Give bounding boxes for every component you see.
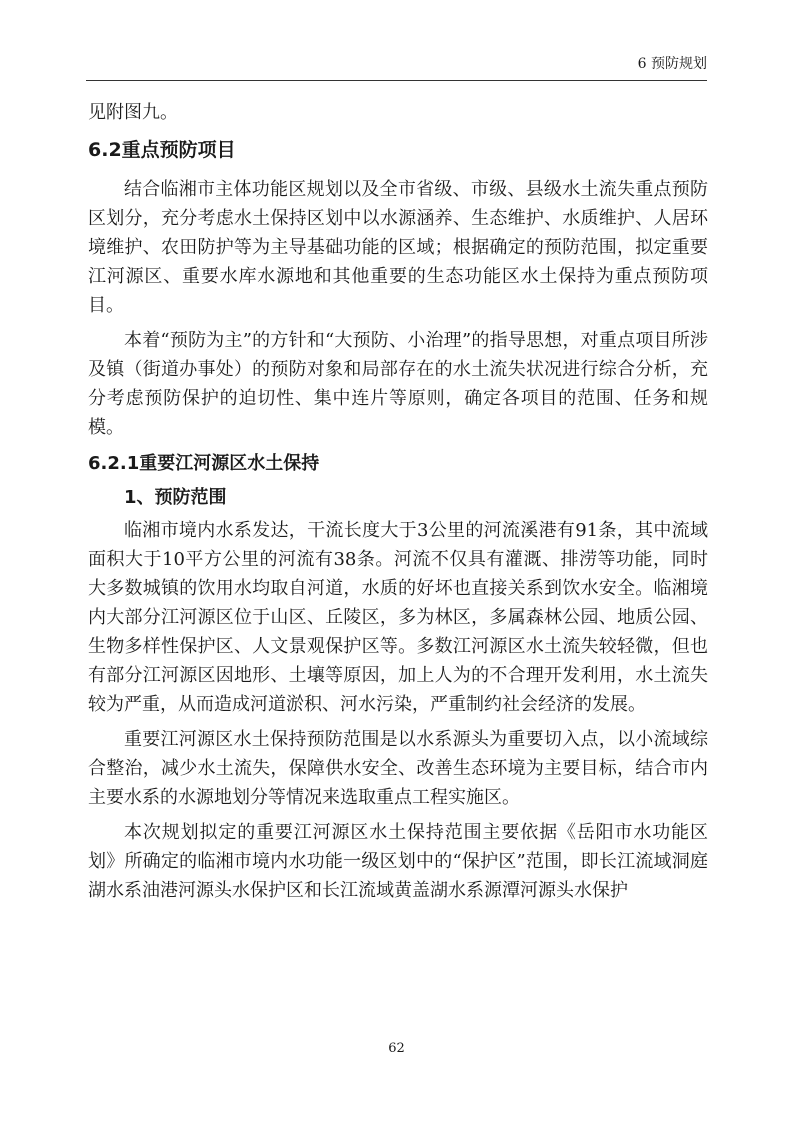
section-heading-6-2: 6.2重点预防项目 [88, 139, 236, 161]
paragraph-1: 结合临湘市主体功能区规划以及全市省级、市级、县级水土流失重点预防区划分，充分考虑水土保持区划中以水源涵养、生态维护、水质维护、人居环境维护、农田防护等为主导基础功能的区域；根据确定的预防范围，拟定重要江河源区、重要水库水源地和其他重要的生态功能区水土保持为重点预防项目。 [88, 179, 708, 316]
page-footer [0, 1041, 793, 1056]
paragraph-4: 重要江河源区水土保持预防范围是以水系源头为重要切入点，以小流域综合整治，减少水土流失，保障供水安全、改善生态环境为主要目标，结合市内主要水系的水源地划分等情况来选取重点工程实施区。 [88, 729, 708, 808]
paragraph-2: 本着“预防为主”的方针和“大预防、小治理”的指导思想，对重点项目所涉及镇（街道办事处）的预防对象和局部存在的水土流失状况进行综合分析，充分考虑预防保护的迫切性、集中连片等原则，确定各项目的范围、任务和规模。 [88, 330, 708, 438]
section-heading-6-2-1: 6.2.1重要江河源区水土保持 [88, 453, 320, 474]
subheading-prevention-scope: 1、预防范围 [124, 487, 227, 508]
running-header [86, 54, 707, 81]
paragraph-5: 本次规划拟定的重要江河源区水土保持范围主要依据《岳阳市水功能区划》所确定的临湘市境内水功能一级区划中的“保护区”范围，即长江流域洞庭湖水系油港河源头水保护区和长江流域黄盖湖水系源潭河源头水保护 [88, 822, 708, 901]
chapter-title: 6 预防规划 [637, 56, 707, 72]
page-number: 62 [388, 1041, 405, 1056]
paragraph-3: 临湘市境内水系发达，干流长度大于3公里的河流溪港有91条，其中流域面积大于10平方公里的河流有38条。河流不仅具有灌溉、排涝等功能，同时大多数城镇的饮用水均取自河道，水质的好坏也直接关系到饮水安全。临湘境内大部分江河源区位于山区、丘陵区，多为林区，多属森林公园、地质公园、生物多样性保护区、人文景观保护区等。多数江河源区水土流失较轻微，但也有部分江河源区因地形、土壤等原因，加上人为的不合理开发利用，水土流失较为严重，从而造成河道淤积、河水污染，严重制约社会经济的发展。 [88, 520, 708, 715]
intro-paragraph: 见附图九。 [88, 102, 178, 123]
page-content [88, 98, 708, 905]
